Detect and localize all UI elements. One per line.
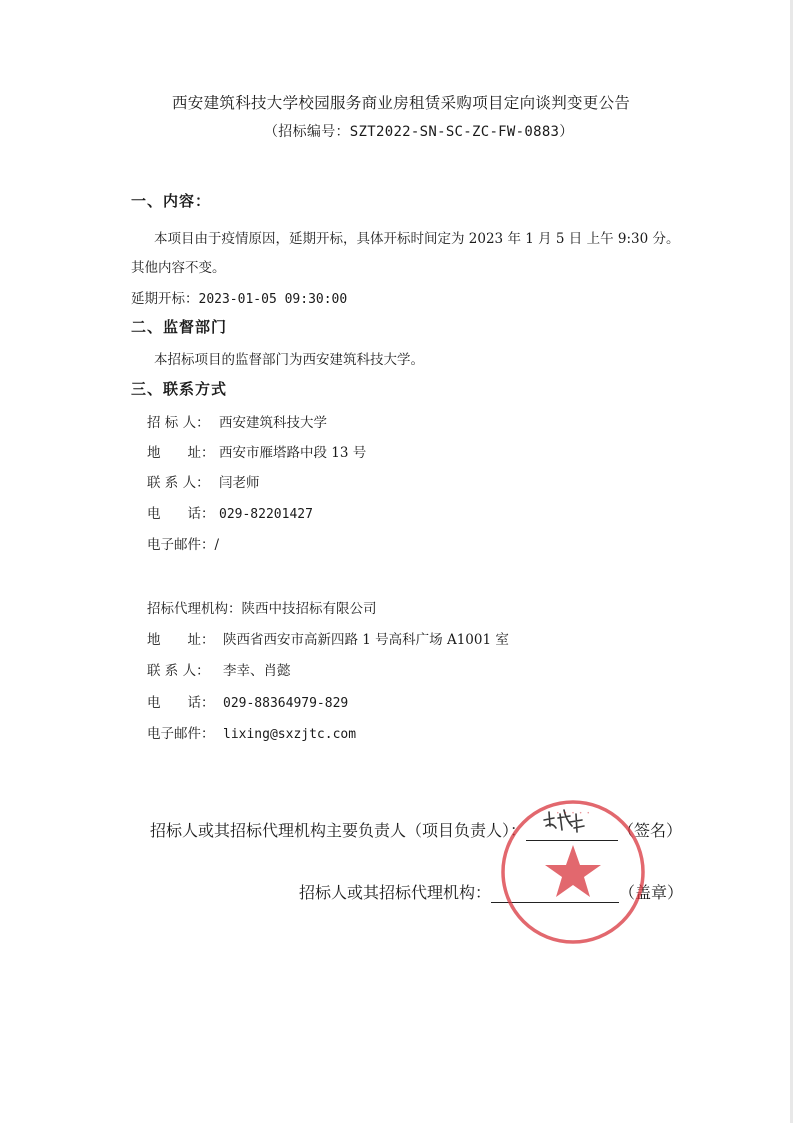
delay-opening-label: 延期开标：: [131, 291, 199, 307]
buyer-contact-row: [147, 471, 260, 491]
buyer-email-value: /: [214, 537, 220, 553]
buyer-phone-row: [147, 502, 313, 522]
document-title: 西安建筑科技大学校园服务商业房租赁采购项目定向谈判变更公告: [172, 94, 631, 112]
delay-opening-value: 2023-01-05 09:30:00: [198, 292, 348, 307]
buyer-email-row: [147, 533, 219, 553]
svg-text:· · · · ·: · · · · ·: [555, 806, 591, 820]
section-1-paragraph: 本项目由于疫情原因，延期开标，具体开标时间定为 2023 年 1 月 5 日 上午 9:30 分。: [154, 231, 680, 247]
agency-address-value: 陕西省西安市高新四路 1 号高科广场 A1001 室: [223, 632, 509, 648]
agency-email-value: lixing@sxzjtc.com: [223, 727, 357, 742]
buyer-address-label: 地 址：: [147, 445, 215, 461]
stamp-star-icon: [545, 845, 601, 897]
section-1-paragraph-2: 其他内容不变。: [131, 260, 226, 276]
company-seal-stamp: [498, 797, 648, 947]
seal-suffix: （盖章）: [619, 883, 684, 902]
buyer-phone-value: 029-82201427: [219, 507, 313, 522]
buyer-phone-label: 电 话：: [147, 506, 215, 522]
agency-contact-value: 李幸、肖懿: [223, 663, 291, 679]
section-2-paragraph: 本招标项目的监督部门为西安建筑科技大学。: [154, 352, 424, 368]
buyer-address-value: 西安市雁塔路中段 13 号: [219, 445, 367, 461]
buyer-address-row: [147, 441, 366, 461]
agency-label: 招标代理机构：: [147, 601, 242, 617]
agency-address-label: 地 址：: [147, 632, 215, 648]
tender-number: （招标编号：SZT2022-SN-SC-ZC-FW-0883）: [264, 124, 574, 140]
delay-opening-row: [131, 287, 347, 307]
section-2-heading: 二、监督部门: [131, 318, 228, 336]
agency-address-row: [147, 628, 509, 648]
buyer-contact-value: 闫老师: [219, 475, 260, 491]
agency-phone-row: [147, 691, 348, 711]
agency-contact-row: [147, 659, 291, 679]
agency-email-row: [147, 722, 356, 742]
signature-suffix: （签名）: [618, 821, 683, 840]
buyer-contact-label: 联 系 人：: [147, 475, 210, 491]
agency-phone-value: 029-88364979-829: [223, 696, 349, 711]
buyer-email-label: 电子邮件：: [147, 537, 215, 553]
buyer-value: 西安建筑科技大学: [219, 415, 327, 431]
section-1-heading: 一、内容：: [131, 192, 212, 210]
agency-phone-label: 电 话：: [147, 695, 215, 711]
buyer-label: 招 标 人：: [147, 415, 210, 431]
seal-line-label: 招标人或其招标代理机构：: [299, 883, 492, 902]
agency-email-label: 电子邮件：: [147, 726, 215, 742]
agency-value: 陕西中技招标有限公司: [241, 601, 377, 617]
section-3-heading: 三、联系方式: [131, 380, 228, 398]
signature-line-label: 招标人或其招标代理机构主要负责人（项目负责人）：: [150, 821, 527, 840]
buyer-row: [147, 411, 327, 431]
agency-row: [147, 597, 377, 617]
agency-contact-label: 联 系 人：: [147, 663, 210, 679]
